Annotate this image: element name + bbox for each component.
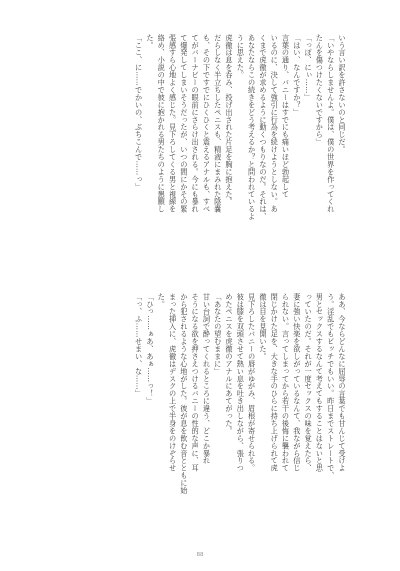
text-line: ああ、今ならどんなに屈辱の言葉でも甘んじて受けよ	[338, 293, 347, 472]
text-line: 「っ、ふ……せまい、な……」	[134, 293, 144, 398]
text-line: 閉じかけた足を、大きな手のひらに持ち上げられて虎	[270, 293, 280, 472]
lower-text-block	[48, 293, 348, 541]
text-line: いるのに、決して強引に行為を続けようとしない。あ	[270, 34, 280, 213]
text-line: から犯されるような心地がした。彼が息を飲む音とともに始	[179, 293, 189, 495]
text-line: 虎徹は息を呑み、投げ出された片足を胸に抱えた。	[225, 34, 235, 206]
text-line: も、その下ですでにひくひくと震えるアナルも、すべ	[202, 34, 212, 213]
text-line: 「はい、なんですか？」	[292, 34, 302, 116]
text-line: うに思えた。	[236, 34, 246, 79]
text-line: 男とセックスするなんて考えてもすることはないと思	[315, 293, 325, 472]
text-line: まった挿入に、虎徹はデスクの上で半身をのけぞらせ	[168, 293, 178, 472]
text-line: そうになる欲を押さえつけるバニーの性的な声に、耳	[191, 293, 201, 472]
text-line: られない。言ってしまってから若干の後悔に襲われて	[281, 293, 291, 472]
text-line: た。	[157, 293, 167, 308]
text-line: 徹は目を見開いた。	[258, 293, 268, 361]
text-line: 見下ろしたバニーの唇がゆがみ、眉根が寄せられる。	[247, 293, 257, 472]
text-line: 「あなたの望むままに」	[213, 293, 223, 375]
text-line: あなたならこの続きをどう考えるか？と問われているよ	[247, 34, 257, 221]
text-line: 「いやならしませんよ。僕は、僕の世界を作ってくれ	[326, 34, 336, 213]
text-line: くまで虎徹が求めるように動くつもりなのだ。それは、	[258, 34, 268, 221]
text-line: 妻に強い快楽を欲しがっているなんて、我ながら信じ	[292, 293, 302, 472]
text-line: てがバーナビーの眼前にさらけ出される。今にも暴れ	[191, 34, 201, 213]
text-line: 甘い台詞で酔ってくれるところに違う、どこか暴れ	[202, 293, 212, 465]
text-line: めたペニスを虎徹のアナルにあてがった。	[225, 293, 235, 435]
text-line: っていたのだ。それが一度セックスの味を覚えたら、	[304, 293, 314, 472]
text-line: て爆発してしまいそうだったが、いつの間にかその緊	[179, 34, 189, 213]
text-line: 「っぽ、にぃ……」	[304, 34, 314, 102]
text-line: 絡め、小説の中で彼に抱かれる男たちのように懇願し	[157, 34, 167, 213]
text-line: 「ここ、に……でかいの、ぶちこんで……っ」	[134, 34, 144, 191]
text-line: いう言い訳を許さないのと同じだ。	[338, 34, 347, 154]
text-line: たんを傷つけたくないですから」	[315, 34, 325, 146]
text-line: だらしなく半立ちしたペニスも、精液にまみれた陰嚢	[213, 34, 223, 213]
text-line: 言葉の通り、バニーはすでにも痛いほど勃起して	[281, 34, 291, 198]
text-line: 張感すら心地よく感じた。見下ろしてくる男と視線を	[168, 34, 178, 213]
text-line: う。淫乱でもビッチでもいい。昨日までストレートで、	[326, 293, 336, 480]
page-number: 88	[196, 552, 204, 558]
text-line: 「ひっ……ぁあ、あぁ……っ！」	[145, 293, 155, 405]
text-line: 彼は膝を双頭させて熱い息を吐き出しながら、張りつ	[236, 293, 246, 472]
upper-text-block	[48, 34, 348, 282]
text-line: た。	[145, 34, 155, 49]
